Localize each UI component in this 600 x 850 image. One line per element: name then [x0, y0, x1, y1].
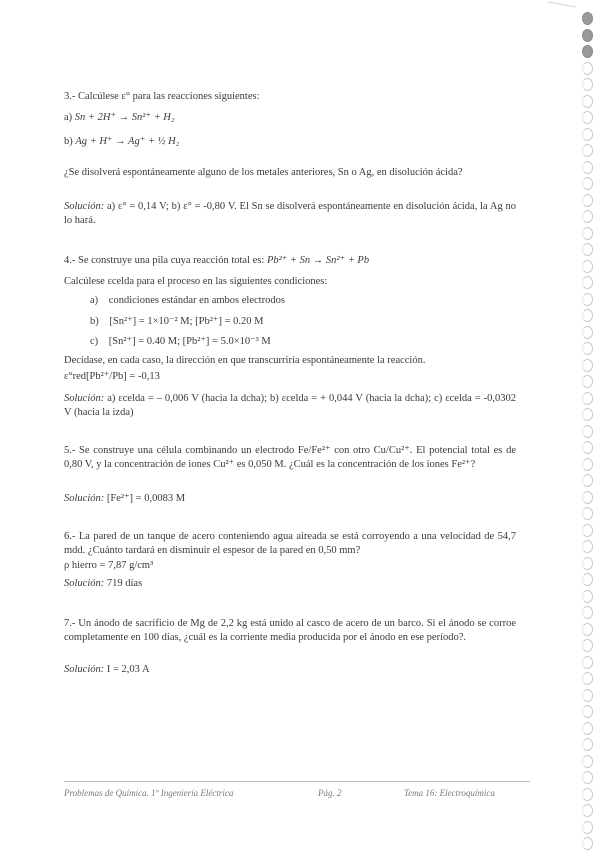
- footer-page-number: Pág. 2: [318, 788, 342, 798]
- binder-ring: [582, 639, 593, 652]
- problem-6-solution-text: 719 días: [104, 578, 143, 589]
- binder-ring: [582, 227, 593, 240]
- problem-5-solution-label: Solución:: [64, 493, 105, 504]
- binder-ring: [582, 243, 593, 256]
- problem-3-a-label: a): [64, 112, 73, 123]
- page-corner-mark: [548, 2, 576, 8]
- binder-ring: [582, 62, 593, 75]
- binder-ring: [582, 738, 593, 751]
- binder-ring: [582, 78, 593, 91]
- binder-ring: [582, 326, 593, 339]
- binder-ring: [582, 260, 593, 273]
- problem-6-text: 6.- La pared de un tanque de acero conteniendo agua aireada se está corroyendo a una velocidad de 54,7 mdd. ¿Cuánto tardará en disminuir el espesor de la pared en 0,50 mm?: [64, 531, 516, 557]
- problem-6-solution: [64, 577, 142, 591]
- binder-ring: [582, 458, 593, 471]
- problem-4-decide: Decídase, en cada caso, la dirección en que transcurriría espontáneamente la reacción.: [64, 355, 426, 366]
- binder-ring: [582, 590, 593, 603]
- problem-3-solution-label: Solución:: [64, 201, 105, 212]
- problem-6-density: ρ hierro = 7,87 g/cm³: [64, 560, 154, 571]
- problem-4-standard-potential: ε°red[Pb²⁺/Pb] = -0,13: [64, 371, 160, 382]
- condition-text: condiciones estándar en ambos electrodos: [108, 295, 285, 306]
- binder-ring: [582, 722, 593, 735]
- problem-3-a-equation: Sn + 2H⁺ → Sn²⁺ + H₂: [74, 112, 175, 123]
- problem-3: [64, 90, 516, 236]
- binder-ring: [582, 144, 593, 157]
- binder-ring: [582, 441, 593, 454]
- condition-label: b): [90, 316, 99, 327]
- binder-ring: [582, 359, 593, 372]
- problem-3-question: ¿Se disolverá espontáneamente alguno de los metales anteriores, Sn o Ag, en disolución ácida?: [64, 167, 463, 178]
- binder-ring: [582, 408, 593, 421]
- problem-5-solution-text: [Fe²⁺] = 0,0083 M: [104, 493, 186, 504]
- binder-ring: [582, 705, 593, 718]
- problem-4-intro: Calcúlese εcelda para el proceso en las siguientes condiciones:: [64, 276, 328, 287]
- problem-4-solution-text: a) εcelda = – 0,006 V (hacia la dcha); b) εcelda = + 0,044 V (hacia la dcha); c) εcelda = -0,0302 V (hacia la izda): [64, 393, 516, 419]
- binder-ring: [582, 573, 593, 586]
- problem-4-solution-label: Solución:: [64, 393, 105, 404]
- binder-ring: [582, 392, 593, 405]
- problem-6-solution-label: Solución:: [64, 578, 105, 589]
- binder-ring: [582, 771, 593, 784]
- problem-4-condition-c: [90, 335, 271, 349]
- binder-ring: [582, 755, 593, 768]
- binder-ring: [582, 128, 593, 141]
- binder-ring: [582, 375, 593, 388]
- problem-3-solution: [64, 200, 516, 228]
- binder-ring: [582, 425, 593, 438]
- binder-ring: [582, 606, 593, 619]
- binder-ring: [582, 177, 593, 190]
- problem-3-b: [64, 135, 179, 149]
- problem-4-lead: 4.- Se construye una pila cuya reacción total es:: [64, 255, 265, 266]
- condition-text: [Sn²⁺] = 1×10⁻² M; [Pb²⁺] = 0.20 M: [109, 316, 264, 327]
- condition-text: [Sn²⁺] = 0.40 M; [Pb²⁺] = 5.0×10⁻³ M: [108, 336, 271, 347]
- problem-7-text: 7.- Un ánodo de sacrificio de Mg de 2,2 kg está unido al casco de acero de un barco. Si el ánodo se corroe completamente en 100 días, ¿cuál es la corriente media producida por el ánodo en ese período?.: [64, 618, 516, 644]
- binder-ring: [582, 623, 593, 636]
- binder-ring: [582, 29, 593, 42]
- problem-4-condition-a: [90, 294, 285, 308]
- binder-ring: [582, 689, 593, 702]
- binder-ring: [582, 45, 593, 58]
- binder-ring: [582, 12, 593, 25]
- problem-5: [64, 444, 516, 510]
- binder-ring: [582, 788, 593, 801]
- binder-ring: [582, 837, 593, 850]
- binder-ring: [582, 293, 593, 306]
- problem-3-b-label: b): [64, 136, 73, 147]
- binder-ring: [582, 309, 593, 322]
- problem-4-condition-b: [90, 315, 263, 329]
- binder-ring: [582, 111, 593, 124]
- problem-3-solution-text: a) ε° = 0,14 V; b) ε° = -0,80 V. El Sn se disolverá espontáneamente en disolución ácida, la Ag no lo hará.: [64, 201, 516, 227]
- problem-3-a: [64, 111, 175, 125]
- binder-ring: [582, 491, 593, 504]
- binder-ring: [582, 161, 593, 174]
- problem-6: [64, 530, 516, 594]
- problem-4-solution: [64, 392, 516, 420]
- condition-label: a): [90, 295, 99, 306]
- problem-5-solution: [64, 492, 185, 506]
- binder-ring: [582, 557, 593, 570]
- problem-5-text: 5.- Se construye una célula combinando un electrodo Fe/Fe²⁺ con otro Cu/Cu²⁺. El potencial total es de 0,80 V, y la concentración de iones Cu²⁺ es 0,050 M. ¿Cuál es la concentración de los iones Fe²⁺?: [64, 445, 516, 471]
- binder-ring: [582, 656, 593, 669]
- problem-3-b-equation: Ag + H⁺ → Ag⁺ + ½ H₂: [75, 136, 180, 147]
- binder-ring: [582, 524, 593, 537]
- binder-rings: [578, 0, 600, 848]
- problem-4: [64, 254, 516, 419]
- binder-ring: [582, 210, 593, 223]
- binder-ring: [582, 507, 593, 520]
- binder-ring: [582, 95, 593, 108]
- problem-3-lead: 3.- Calcúlese ε° para las reacciones siguientes:: [64, 91, 260, 102]
- problem-4-reaction: Pb²⁺ + Sn → Sn²⁺ + Pb: [266, 255, 370, 266]
- problem-7-solution: [64, 663, 150, 677]
- binder-ring: [582, 540, 593, 553]
- footer-topic: Tema 16: Electroquímica: [404, 788, 495, 798]
- problem-4-lead-row: [64, 254, 369, 268]
- binder-ring: [582, 821, 593, 834]
- binder-ring: [582, 342, 593, 355]
- binder-ring: [582, 194, 593, 207]
- problem-7-solution-label: Solución:: [64, 664, 105, 675]
- problem-7: [64, 617, 516, 681]
- footer-course: Problemas de Química. 1º Ingeniería Eléctrica: [64, 788, 234, 798]
- condition-label: c): [90, 336, 99, 347]
- page-footer: [64, 781, 530, 798]
- binder-ring: [582, 276, 593, 289]
- binder-ring: [582, 474, 593, 487]
- problem-7-solution-text: I = 2,03 A: [104, 664, 150, 675]
- binder-ring: [582, 804, 593, 817]
- binder-ring: [582, 672, 593, 685]
